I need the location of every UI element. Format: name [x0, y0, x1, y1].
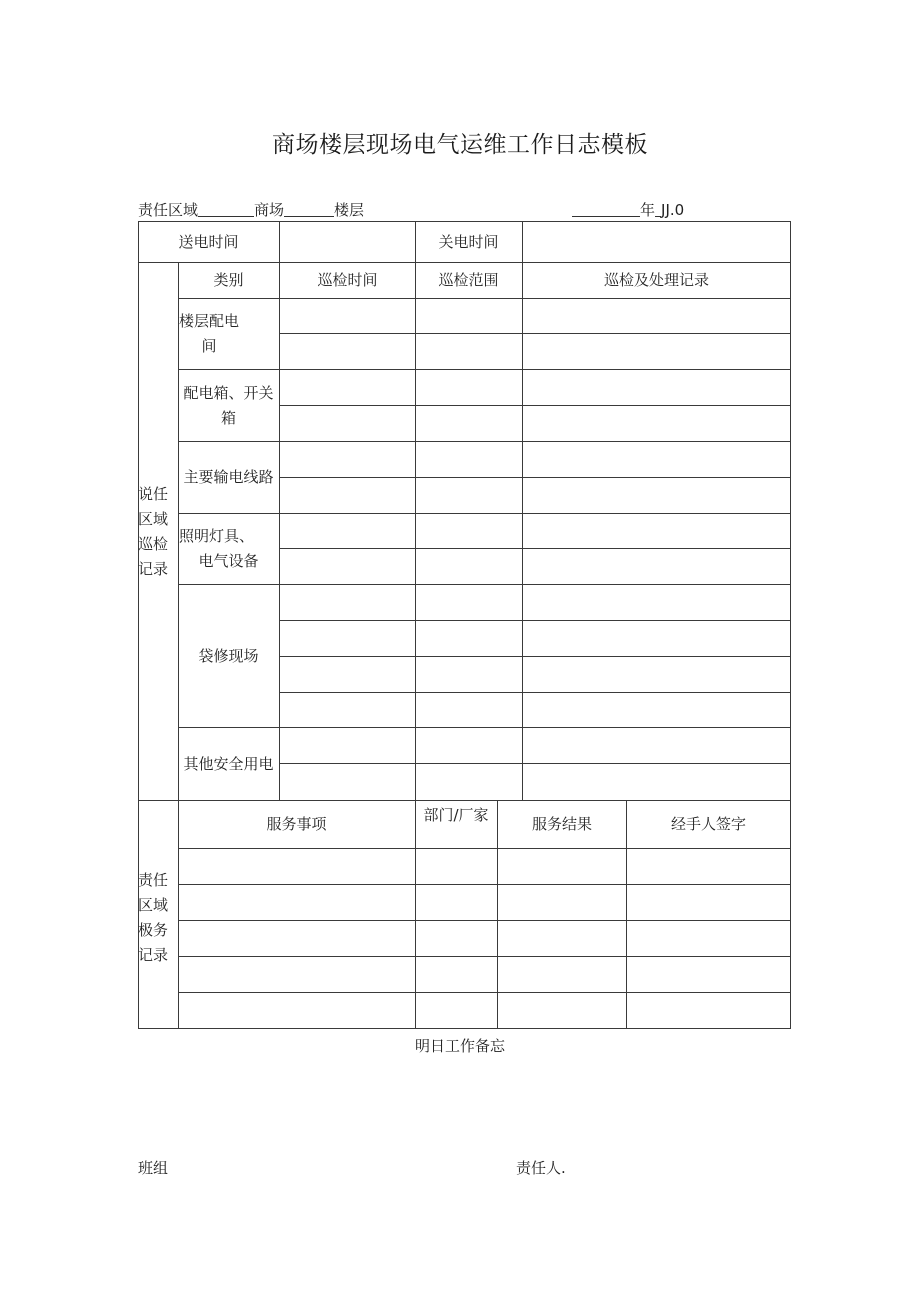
category-decoration-site: 袋修现场 — [198, 646, 259, 665]
col-inspection-scope: 巡检范围 — [438, 271, 499, 289]
inspection-label-line: 区域 — [138, 510, 169, 528]
zone-label: 责任区域 — [138, 201, 199, 219]
memo-heading: 明日工作备忘 — [414, 1037, 505, 1055]
floor-label: 楼层 — [334, 201, 365, 219]
category-other-safety: 其他安全用电 — [183, 754, 274, 773]
col-inspection-time: 巡检时间 — [317, 271, 378, 289]
responsible-label: 责任人. — [516, 1159, 566, 1177]
inspection-section-label — [138, 480, 172, 584]
power-on-label: 送电时间 — [178, 232, 239, 251]
category-box-line: 箱 — [220, 408, 236, 427]
service-label-line: 区域 — [138, 896, 169, 914]
col-category: 类别 — [213, 271, 244, 289]
service-label-line: 记录 — [138, 946, 169, 964]
col-service-result: 服务结果 — [531, 815, 592, 833]
col-inspection-record: 巡检及处理记录 — [603, 271, 709, 289]
category-box-line: 配电箱、开关 — [183, 383, 274, 402]
mall-label: 商场 — [254, 201, 285, 219]
date-suffix: JJ.0 — [661, 201, 685, 219]
col-department: 部门/厂家 — [423, 805, 489, 824]
team-label: 班组 — [138, 1159, 169, 1177]
inspection-label-line: 巡检 — [138, 535, 169, 553]
category-light-line: 电气设备 — [198, 552, 259, 570]
service-section-label — [138, 868, 172, 968]
category-lighting — [178, 514, 279, 584]
col-service-item: 服务事项 — [266, 815, 327, 833]
col-handler-signature: 经手人签字 — [670, 815, 746, 833]
service-label-line: 极务 — [138, 921, 169, 939]
power-on-value[interactable] — [280, 222, 415, 262]
inspection-label-line: 说任 — [138, 485, 169, 503]
page-title: 商场楼层现场电气运维工作日志模板 — [272, 132, 648, 158]
power-off-value[interactable] — [523, 222, 790, 262]
category-distribution-box — [178, 370, 279, 441]
power-off-label: 关电时间 — [438, 232, 499, 251]
category-light-line: 照明灯具、 — [179, 527, 255, 545]
inspection-label-line: 记录 — [138, 560, 169, 578]
service-label-line: 责任 — [138, 871, 169, 889]
year-label: 年 — [640, 201, 656, 219]
category-main-line: 主要输电线路 — [183, 468, 274, 486]
category-floor-room: 楼层配电间 — [179, 312, 240, 355]
